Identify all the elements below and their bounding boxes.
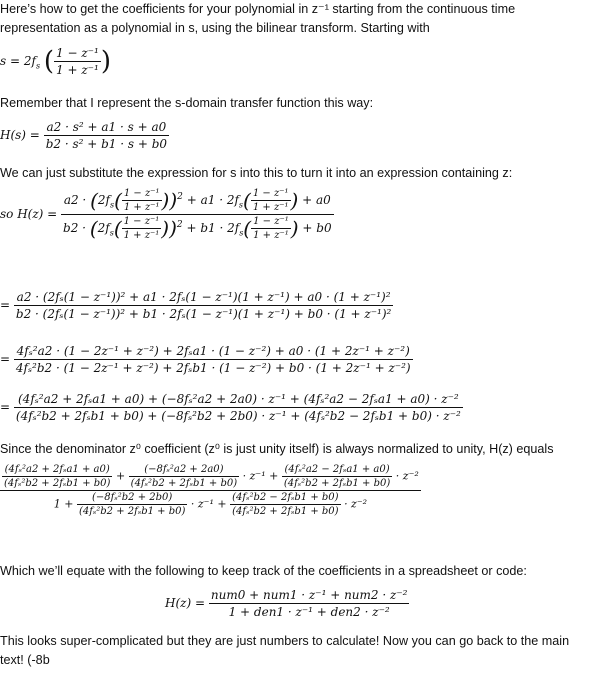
hz1-numerator: $a2 \cdot (2f_s$( $\frac{\text{1 − z⁻¹}}{\text{1 + z⁻¹}}$ ))$^2 + a1 \cdot 2f_s$( $\frac{\text{1 − z⁻¹}}{\text{1 + z⁻¹}}$ ) + a0	[63, 188, 331, 213]
equation-h-of-z-substituted	[0, 188, 334, 241]
hz5-numerator: $\frac{\text{(4fₛ²a2 + 2fₛa1 + a0)}}{\text{(4fₛ²b2 + 2fₛb1 + b0)}}$ + $\frac{\text{(−8fₛ²a2 + 2a0)}}{\text{(4fₛ²b2 + 2fₛb1 + b0)}}$ · z⁻¹ + $\frac{\text{(4fₛ²a2 − 2fₛa1 + a0)}}{\text{(4fₛ²b2 + 2fₛb1 + b0)}}$ · z⁻²	[4, 464, 419, 489]
equation-h-of-z-expanded-1: = a2 · (2fₛ(1 − z⁻¹))² + a1 · 2fₛ(1 − z⁻¹)(1 + z⁻¹) + a0 · (1 + z⁻¹)² b2 · (2fₛ(1 − z⁻¹))² + b1 · 2fₛ(1 − z⁻¹)(1 + z⁻¹) + b0 · (1 + z⁻¹)²	[0, 290, 392, 321]
hz6-lhs: H(z) =	[165, 596, 206, 610]
remember-paragraph: Remember that I represent the s-domain transfer function this way:	[0, 96, 374, 110]
s-def-fs: f	[31, 54, 36, 68]
hz5-denominator: 1 + $\frac{\text{(−8fₛ²b2 + 2b0)}}{\text{(4fₛ²b2 + 2fₛb1 + b0)}}$ · z⁻¹ + $\frac{\text{(4fₛ²b2 − 2fₛb1 + b0)}}{\text{(4fₛ²b2 + 2fₛb1 + b0)}}$ · z⁻²	[0, 490, 421, 517]
hz1-denominator: $b2 \cdot (2f_s$( $\frac{\text{1 − z⁻¹}}{\text{1 + z⁻¹}}$ ))$^2 + b1 \cdot 2f_s$( $\frac{\text{1 − z⁻¹}}{\text{1 + z⁻¹}}$ ) + b0	[63, 216, 332, 241]
equation-h-of-z-expanded-2: = 4fₛ²a2 · (1 − 2z⁻¹ + z⁻²) + 2fₛa1 · (1 − z⁻²) + a0 · (1 + 2z⁻¹ + z⁻²) 4fₛ²b2 · (1 − 2z⁻¹ + z⁻²) + 2fₛb1 · (1 − z⁻²) + b0 · (1 + 2z⁻¹ + z⁻²)	[0, 344, 411, 375]
hs-denominator: b2 · s² + b1 · s + b0	[45, 137, 168, 151]
s-def-denominator: 1 + z⁻¹	[56, 63, 99, 77]
equation-h-of-s	[0, 120, 169, 151]
hz4-numerator: (4fₛ²a2 + 2fₛa1 + a0) + (−8fₛ²a2 + 2a0) · z⁻¹ + (4fₛ²a2 − 2fₛa1 + a0) · z⁻²	[18, 392, 459, 406]
hz2-denominator: b2 · (2fₛ(1 − z⁻¹))² + b1 · 2fₛ(1 − z⁻¹)(1 + z⁻¹) + b0 · (1 + z⁻¹)²	[15, 307, 392, 321]
hz1-lhs: so H(z) =	[0, 207, 58, 221]
substitute-paragraph: We can just substitute the expression for s into this to turn it into an expression containing z:	[0, 166, 513, 180]
intro-paragraph: Here’s how to get the coefficients for your polynomial in z⁻¹ starting from the continuous time representation as a polynomial in s, using the bilinear transform. Starting with	[0, 2, 516, 35]
hz3-denominator: 4fₛ²b2 · (1 − 2z⁻¹ + z⁻²) + 2fₛb1 · (1 − z⁻²) + b0 · (1 + 2z⁻¹ + z⁻²)	[15, 361, 411, 375]
equation-s-definition: $s = 2f_s$ ( $\frac{\text{1 − z⁻¹}}{\text{1 + z⁻¹}}$ )	[0, 46, 111, 77]
equation-h-of-z-grouped: = (4fₛ²a2 + 2fₛa1 + a0) + (−8fₛ²a2 + 2a0) · z⁻¹ + (4fₛ²a2 − 2fₛa1 + a0) · z⁻² (4fₛ²b2 + 2fₛb1 + b0) + (−8fₛ²b2 + 2b0) · z⁻¹ + (4fₛ²b2 − 2fₛb1 + b0) · z⁻²	[0, 392, 461, 423]
equate-paragraph: Which we’ll equate with the following to keep track of the coefficients in a spreadsheet or code:	[0, 564, 527, 578]
hz6-denominator: 1 + den1 · z⁻¹ + den2 · z⁻²	[209, 603, 410, 619]
s-def-lhs: s = 2	[0, 54, 32, 68]
hs-lhs: H(s) =	[0, 128, 40, 142]
hs-numerator: a2 · s² + a1 · s + a0	[46, 120, 167, 134]
s-def-fs-sub: s	[35, 61, 41, 71]
hz4-denominator: (4fₛ²b2 + 2fₛb1 + b0) + (−8fₛ²b2 + 2b0) · z⁻¹ + (4fₛ²b2 − 2fₛb1 + b0) · z⁻²	[15, 409, 461, 423]
s-def-numerator: 1 − z⁻¹	[56, 46, 99, 60]
equation-h-of-z-coefficients	[165, 588, 409, 619]
closing-paragraph: This looks super-complicated but they are just numbers to calculate! Now you can go back to the main text! (-8b	[0, 634, 570, 667]
hz2-numerator: a2 · (2fₛ(1 − z⁻¹))² + a1 · 2fₛ(1 − z⁻¹)(1 + z⁻¹) + a0 · (1 + z⁻¹)²	[16, 290, 391, 304]
hz3-numerator: 4fₛ²a2 · (1 − 2z⁻¹ + z⁻²) + 2fₛa1 · (1 − z⁻²) + a0 · (1 + 2z⁻¹ + z⁻²)	[16, 344, 410, 358]
equation-h-of-z-normalized	[0, 464, 421, 517]
hz6-numerator: num0 + num1 · z⁻¹ + num2 · z⁻²	[210, 588, 408, 602]
since-paragraph: Since the denominator z⁰ coefficient (z⁰ is just unity itself) is always normalized to unity, H(z) equals	[0, 442, 554, 456]
